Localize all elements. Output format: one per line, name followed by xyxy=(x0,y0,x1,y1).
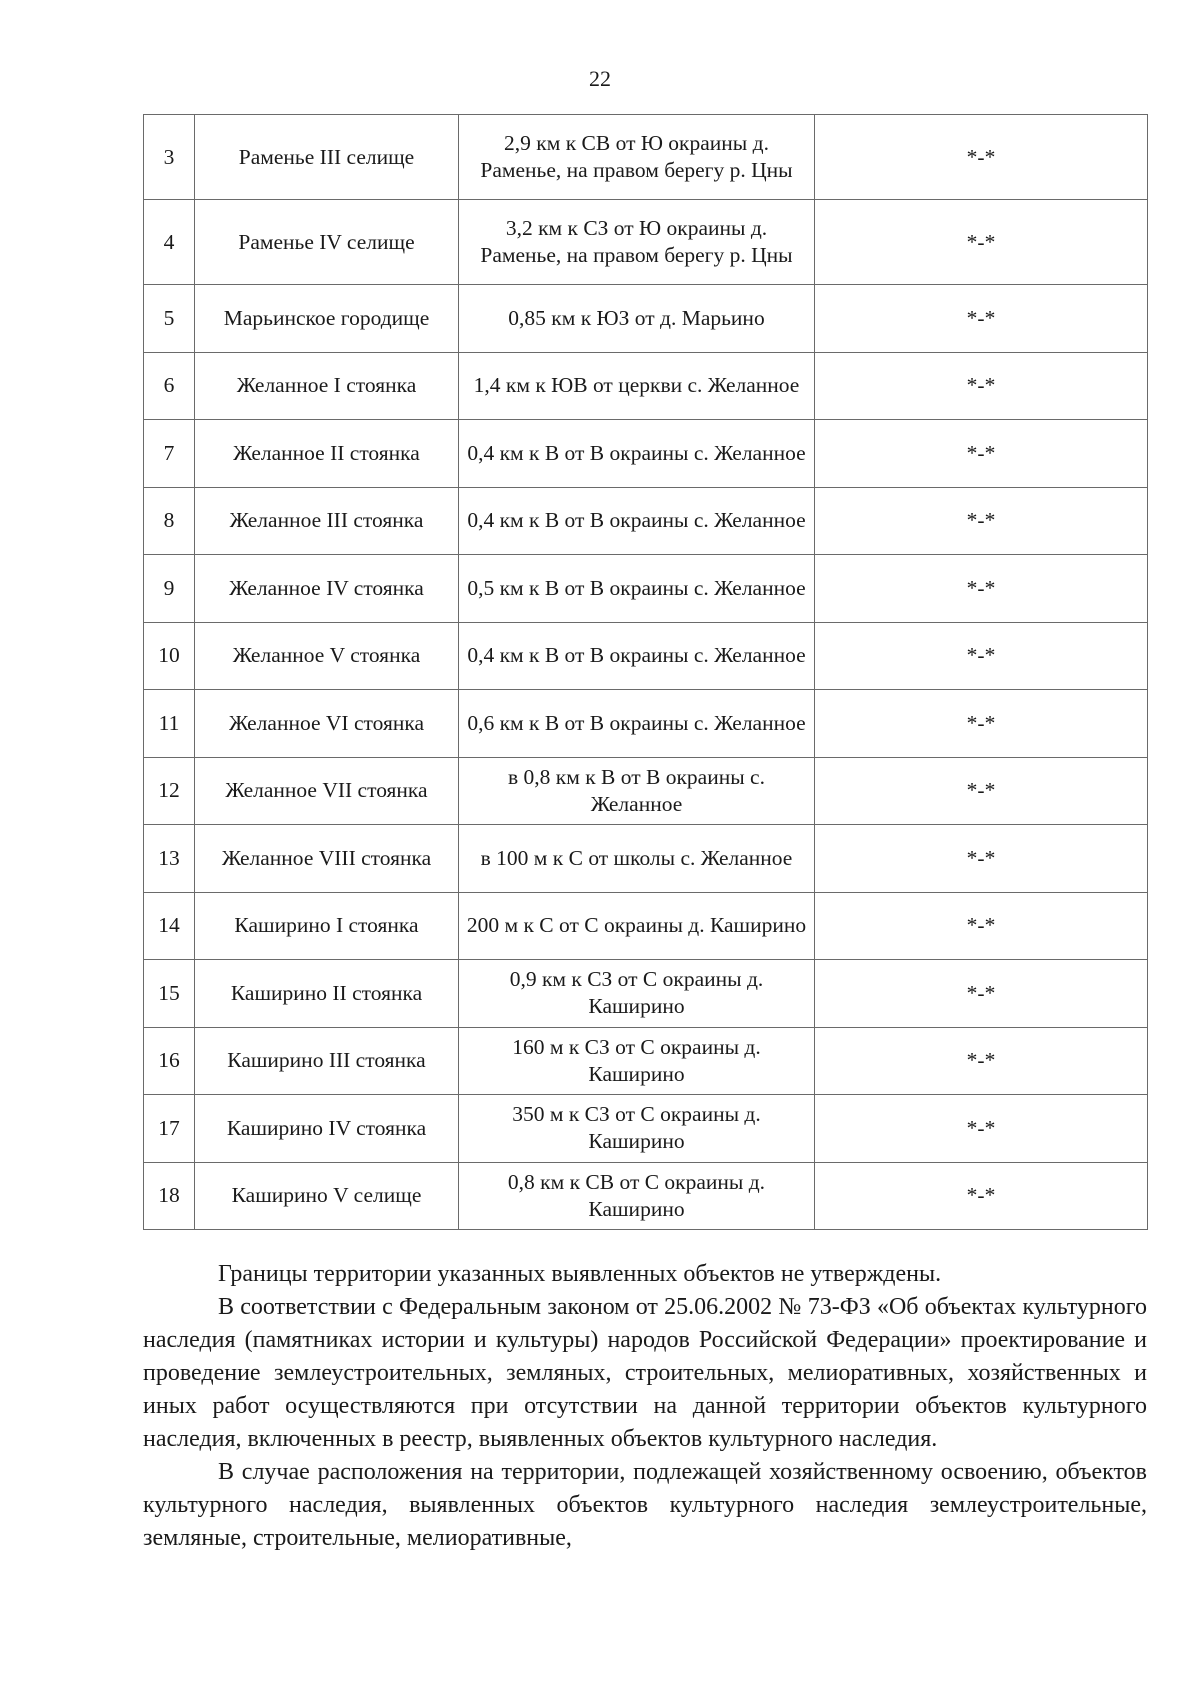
object-mark: *-* xyxy=(815,285,1148,353)
object-location: 2,9 км к СВ от Ю окраины д. Раменье, на правом берегу р. Цны xyxy=(459,115,815,200)
table-row xyxy=(144,1162,1148,1230)
row-number: 5 xyxy=(144,285,195,353)
row-number: 14 xyxy=(144,892,195,960)
row-number: 9 xyxy=(144,555,195,623)
object-mark: *-* xyxy=(815,960,1148,1028)
object-name: Желанное IV стоянка xyxy=(195,555,459,623)
object-location: в 0,8 км к В от В окраины с. Желанное xyxy=(459,757,815,825)
object-mark: *-* xyxy=(815,1095,1148,1163)
object-location: 0,8 км к СВ от С окраины д. Каширино xyxy=(459,1162,815,1230)
object-location: 0,6 км к В от В окраины с. Желанное xyxy=(459,690,815,758)
table-row xyxy=(144,200,1148,285)
paragraph-boundaries: Границы территории указанных выявленных объектов не утверждены. xyxy=(218,1261,942,1287)
paragraph-heritage-location: В случае расположения на территории, подлежащей хозяйственному освоению, объектов культурного наследия, выявленных объектов культурного наследия землеустроительные, земляные, строительные, мелиоративные, xyxy=(143,1459,1147,1551)
row-number: 18 xyxy=(144,1162,195,1230)
object-location: 350 м к СЗ от С окраины д. Каширино xyxy=(459,1095,815,1163)
object-location: 0,5 км к В от В окраины с. Желанное xyxy=(459,555,815,623)
object-name: Раменье III селище xyxy=(195,115,459,200)
object-name: Каширино V селище xyxy=(195,1162,459,1230)
table-row xyxy=(144,555,1148,623)
table-row xyxy=(144,690,1148,758)
row-number: 4 xyxy=(144,200,195,285)
object-location: в 100 м к С от школы с. Желанное xyxy=(459,825,815,893)
row-number: 16 xyxy=(144,1027,195,1095)
object-name: Желанное V стоянка xyxy=(195,622,459,690)
object-mark: *-* xyxy=(815,825,1148,893)
object-mark: *-* xyxy=(815,200,1148,285)
object-location: 3,2 км к СЗ от Ю окраины д. Раменье, на правом берегу р. Цны xyxy=(459,200,815,285)
object-location: 0,85 км к ЮЗ от д. Марьино xyxy=(459,285,815,353)
object-mark: *-* xyxy=(815,622,1148,690)
object-name: Желанное VI стоянка xyxy=(195,690,459,758)
object-mark: *-* xyxy=(815,115,1148,200)
row-number: 13 xyxy=(144,825,195,893)
object-name: Каширино I стоянка xyxy=(195,892,459,960)
object-location: 0,4 км к В от В окраины с. Желанное xyxy=(459,622,815,690)
object-location: 0,4 км к В от В окраины с. Желанное xyxy=(459,487,815,555)
object-name: Желанное VIII стоянка xyxy=(195,825,459,893)
row-number: 6 xyxy=(144,352,195,420)
row-number: 10 xyxy=(144,622,195,690)
table-row xyxy=(144,892,1148,960)
object-location: 0,4 км к В от В окраины с. Желанное xyxy=(459,420,815,488)
object-location: 200 м к С от С окраины д. Каширино xyxy=(459,892,815,960)
object-mark: *-* xyxy=(815,690,1148,758)
table-row xyxy=(144,487,1148,555)
object-name: Желанное III стоянка xyxy=(195,487,459,555)
table-row xyxy=(144,420,1148,488)
object-location: 160 м к СЗ от С окраины д. Каширино xyxy=(459,1027,815,1095)
row-number: 3 xyxy=(144,115,195,200)
object-mark: *-* xyxy=(815,1027,1148,1095)
object-mark: *-* xyxy=(815,757,1148,825)
object-name: Марьинское городище xyxy=(195,285,459,353)
heritage-objects-table xyxy=(143,114,1148,1230)
table-row xyxy=(144,1027,1148,1095)
table-row xyxy=(144,825,1148,893)
object-mark: *-* xyxy=(815,487,1148,555)
row-number: 12 xyxy=(144,757,195,825)
object-mark: *-* xyxy=(815,420,1148,488)
table-row xyxy=(144,1095,1148,1163)
object-name: Каширино III стоянка xyxy=(195,1027,459,1095)
object-name: Желанное VII стоянка xyxy=(195,757,459,825)
object-location: 1,4 км к ЮВ от церкви с. Желанное xyxy=(459,352,815,420)
object-name: Раменье IV селище xyxy=(195,200,459,285)
object-mark: *-* xyxy=(815,892,1148,960)
row-number: 11 xyxy=(144,690,195,758)
table-row xyxy=(144,960,1148,1028)
paragraph-federal-law: В соответствии с Федеральным законом от 25.06.2002 № 73-ФЗ «Об объектах культурного наследия (памятниках истории и культуры) народов Российской Федерации» проектирование и проведение землеустроительных, земляных, строительных, мелиоративных, хозяйственных и иных работ осуществляются при отсутствии на данной территории объектов культурного наследия, включенных в реестр, выявленных объектов культурного наследия. xyxy=(143,1294,1147,1452)
body-text xyxy=(143,1258,1147,1555)
object-name: Каширино II стоянка xyxy=(195,960,459,1028)
object-location: 0,9 км к СЗ от С окраины д. Каширино xyxy=(459,960,815,1028)
page-number: 22 xyxy=(589,66,611,91)
table-row xyxy=(144,757,1148,825)
object-name: Желанное I стоянка xyxy=(195,352,459,420)
object-mark: *-* xyxy=(815,352,1148,420)
object-mark: *-* xyxy=(815,555,1148,623)
table-row xyxy=(144,115,1148,200)
table-row xyxy=(144,622,1148,690)
row-number: 8 xyxy=(144,487,195,555)
object-name: Каширино IV стоянка xyxy=(195,1095,459,1163)
object-name: Желанное II стоянка xyxy=(195,420,459,488)
row-number: 7 xyxy=(144,420,195,488)
row-number: 17 xyxy=(144,1095,195,1163)
row-number: 15 xyxy=(144,960,195,1028)
object-mark: *-* xyxy=(815,1162,1148,1230)
table-row xyxy=(144,352,1148,420)
table-row xyxy=(144,285,1148,353)
